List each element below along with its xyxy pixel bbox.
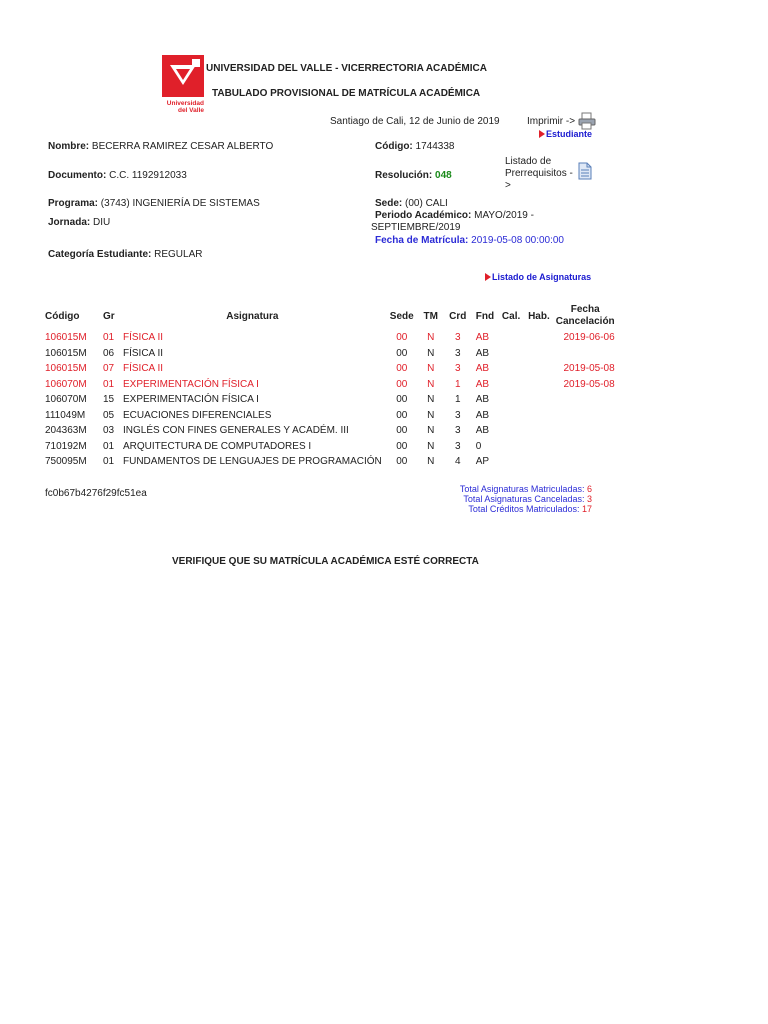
categoria-field — [48, 249, 203, 260]
cell-codigo: 111049M — [45, 409, 86, 421]
cell-sede: 00 — [396, 456, 408, 468]
print-label[interactable]: Imprimir -> — [527, 116, 576, 127]
programa-label: Programa: — [48, 198, 99, 209]
cell-crd: 1 — [454, 378, 461, 390]
total-creditos-label: Total Créditos Matriculados: — [468, 504, 580, 514]
cell-sede: 00 — [396, 363, 408, 375]
cell-codigo: 106015M — [45, 332, 87, 344]
list-link[interactable] — [485, 272, 591, 282]
cell-fnd: AB — [475, 409, 490, 421]
cell-cal — [497, 454, 525, 470]
cell-cal — [497, 361, 525, 377]
total-canceladas — [440, 494, 592, 504]
total-canceladas-value: 3 — [586, 494, 592, 504]
cell-gr: 01 — [103, 440, 115, 452]
table-header-row — [42, 302, 618, 330]
header-asignatura: Asignatura — [226, 310, 279, 322]
cell-fnd: AB — [475, 394, 490, 406]
cell-sede: 00 — [396, 425, 408, 437]
total-matriculadas-label: Total Asignaturas Matriculadas: — [459, 484, 585, 494]
categoria-value: REGULAR — [154, 249, 203, 260]
cell-tm: N — [427, 440, 435, 452]
codigo-label: Código: — [375, 141, 413, 152]
cell-cal — [497, 392, 525, 408]
header-crd: Crd — [449, 310, 467, 322]
cell-tm: N — [427, 363, 435, 375]
cell-codigo: 106070M — [45, 394, 87, 406]
cell-hab — [525, 330, 553, 346]
cell-fecha — [553, 454, 618, 470]
cell-asig: FÍSICA II — [123, 332, 164, 344]
cell-gr: 01 — [103, 378, 115, 390]
cell-cal — [497, 423, 525, 439]
cell-fnd: AB — [475, 425, 490, 437]
printer-icon[interactable] — [578, 112, 596, 130]
jornada-value: DIU — [93, 217, 111, 228]
fecha-matricula-field — [375, 235, 564, 246]
cell-asig: FUNDAMENTOS DE LENGUAJES DE PROGRAMACIÓN — [123, 456, 382, 468]
codigo-field — [375, 141, 454, 152]
hash-code: fc0b67b4276f29fc51ea — [45, 488, 147, 499]
fecha-matricula-value: 2019-05-08 00:00:00 — [471, 235, 564, 246]
total-matriculadas-value: 6 — [586, 484, 592, 494]
total-canceladas-label: Total Asignaturas Canceladas: — [463, 494, 585, 504]
categoria-label: Categoría Estudiante: — [48, 249, 152, 260]
periodo-label: Periodo Académico: — [375, 210, 472, 221]
footer-notice: VERIFIQUE QUE SU MATRÍCULA ACADÉMICA ESTÉ CORRECTA — [172, 556, 479, 567]
cell-crd: 1 — [454, 394, 461, 406]
cell-gr: 01 — [103, 332, 115, 344]
cell-crd: 3 — [454, 363, 461, 375]
resolucion-value: 048 — [435, 170, 452, 181]
cell-crd: 3 — [454, 347, 461, 359]
cell-fnd: AB — [475, 347, 490, 359]
cell-crd: 3 — [454, 425, 461, 437]
total-creditos-value: 17 — [581, 504, 592, 514]
cell-crd: 4 — [454, 456, 461, 468]
cell-fecha: 2019-05-08 — [563, 378, 615, 390]
total-matriculadas — [440, 484, 592, 494]
logo-mark-icon — [162, 55, 204, 97]
cell-asig: FÍSICA II — [123, 363, 164, 375]
place-date: Santiago de Cali, 12 de Junio de 2019 — [330, 116, 500, 127]
cell-codigo: 106015M — [45, 363, 87, 375]
programa-field — [48, 198, 260, 209]
totals — [440, 484, 592, 514]
cell-fecha — [553, 346, 618, 362]
cell-cal — [497, 346, 525, 362]
cell-sede: 00 — [396, 440, 408, 452]
cell-codigo: 204363M — [45, 425, 87, 437]
documento-label: Documento: — [48, 170, 107, 181]
cell-hab — [525, 346, 553, 362]
header-fnd: Fnd — [475, 310, 495, 322]
header-codigo: Código — [45, 310, 80, 322]
cell-gr: 01 — [103, 456, 115, 468]
sede-value: (00) CALI — [405, 198, 448, 209]
page-title: UNIVERSIDAD DEL VALLE - VICERRECTORIA ACADÉMICA — [206, 63, 487, 74]
table-row — [42, 439, 618, 455]
programa-value: (3743) INGENIERÍA DE SISTEMAS — [100, 198, 260, 209]
student-link-label[interactable]: Estudiante — [546, 129, 593, 139]
cell-fecha — [553, 439, 618, 455]
cell-asig: FÍSICA II — [123, 347, 164, 359]
sede-field — [375, 198, 448, 209]
cell-gr: 03 — [103, 425, 115, 437]
page-subtitle: TABULADO PROVISIONAL DE MATRÍCULA ACADÉMICA — [212, 88, 481, 99]
cell-cal — [497, 330, 525, 346]
cell-hab — [525, 377, 553, 393]
cell-asig: INGLÉS CON FINES GENERALES Y ACADÉM. III — [123, 425, 349, 437]
cell-codigo: 106015M — [45, 347, 87, 359]
cell-hab — [525, 392, 553, 408]
cell-codigo: 750095M — [45, 456, 87, 468]
cell-tm: N — [427, 394, 435, 406]
resolucion-field — [375, 170, 452, 181]
courses-table — [42, 302, 618, 470]
table-row — [42, 330, 618, 346]
logo-text-2: del Valle — [177, 107, 204, 114]
cell-hab — [525, 423, 553, 439]
cell-cal — [497, 439, 525, 455]
table-row — [42, 392, 618, 408]
cell-fecha — [553, 392, 618, 408]
cell-cal — [497, 408, 525, 424]
periodo-value: MAYO/2019 - SEPTIEMBRE/2019 — [371, 210, 534, 233]
cell-fnd: 0 — [475, 440, 482, 452]
cell-crd: 3 — [454, 440, 461, 452]
cell-asig: EXPERIMENTACIÓN FÍSICA I — [123, 394, 259, 406]
cell-gr: 07 — [103, 363, 115, 375]
fecha-matricula-label: Fecha de Matrícula: — [375, 235, 469, 246]
cell-sede: 00 — [396, 394, 408, 406]
cell-fnd: AB — [475, 363, 490, 375]
arrow-right-icon — [485, 273, 491, 281]
logo-text-1: Universidad — [166, 100, 204, 107]
cell-tm: N — [427, 378, 435, 390]
table-row — [42, 377, 618, 393]
list-link-label[interactable]: Listado de Asignaturas — [492, 272, 592, 282]
arrow-right-icon — [539, 130, 545, 138]
cell-hab — [525, 361, 553, 377]
cell-sede: 00 — [396, 409, 408, 421]
cell-hab — [525, 408, 553, 424]
cell-sede: 00 — [396, 332, 408, 344]
cell-codigo: 106070M — [45, 378, 87, 390]
table-row — [42, 454, 618, 470]
table-row — [42, 346, 618, 362]
cell-crd: 3 — [454, 409, 461, 421]
document-icon[interactable] — [577, 162, 593, 180]
cell-fecha: 2019-06-06 — [563, 332, 615, 344]
cell-asig: ECUACIONES DIFERENCIALES — [123, 409, 272, 421]
cell-gr: 05 — [103, 409, 115, 421]
table-row — [42, 423, 618, 439]
resolucion-label: Resolución: — [375, 170, 433, 181]
header-fecha-cancelacion: Fecha Cancelación — [555, 304, 615, 327]
cell-cal — [497, 377, 525, 393]
header-gr: Gr — [103, 310, 115, 322]
total-creditos — [440, 504, 592, 514]
prereq-link[interactable]: Listado de Prerrequisitos -> — [505, 156, 573, 191]
cell-fecha: 2019-05-08 — [563, 363, 615, 375]
header-cal: Cal. — [501, 310, 521, 322]
university-logo — [162, 55, 204, 113]
cell-fnd: AB — [475, 378, 490, 390]
cell-sede: 00 — [396, 347, 408, 359]
cell-fecha — [553, 408, 618, 424]
periodo-field — [371, 210, 571, 234]
cell-gr: 15 — [103, 394, 115, 406]
table-row — [42, 361, 618, 377]
cell-asig: ARQUITECTURA DE COMPUTADORES I — [123, 440, 312, 452]
cell-fnd: AP — [475, 456, 490, 468]
cell-hab — [525, 454, 553, 470]
student-link[interactable] — [539, 129, 592, 139]
cell-tm: N — [427, 425, 435, 437]
cell-codigo: 710192M — [45, 440, 87, 452]
header-sede: Sede — [389, 310, 414, 322]
header-tm: TM — [423, 310, 438, 322]
cell-fnd: AB — [475, 332, 490, 344]
cell-tm: N — [427, 456, 435, 468]
cell-asig: EXPERIMENTACIÓN FÍSICA I — [123, 378, 259, 390]
cell-crd: 3 — [454, 332, 461, 344]
cell-hab — [525, 439, 553, 455]
cell-gr: 06 — [103, 347, 115, 359]
cell-fecha — [553, 423, 618, 439]
cell-tm: N — [427, 332, 435, 344]
codigo-value: 1744338 — [415, 141, 455, 152]
table-row — [42, 408, 618, 424]
sede-label: Sede: — [375, 198, 403, 209]
jornada-label: Jornada: — [48, 217, 91, 228]
cell-tm: N — [427, 409, 435, 421]
nombre-label: Nombre: — [48, 141, 90, 152]
cell-sede: 00 — [396, 378, 408, 390]
cell-tm: N — [427, 347, 435, 359]
nombre-field — [48, 141, 273, 152]
documento-value: C.C. 1192912033 — [109, 170, 187, 181]
nombre-value: BECERRA RAMIREZ CESAR ALBERTO — [91, 141, 274, 152]
header-hab: Hab. — [528, 310, 550, 322]
documento-field — [48, 170, 187, 181]
jornada-field — [48, 217, 110, 228]
